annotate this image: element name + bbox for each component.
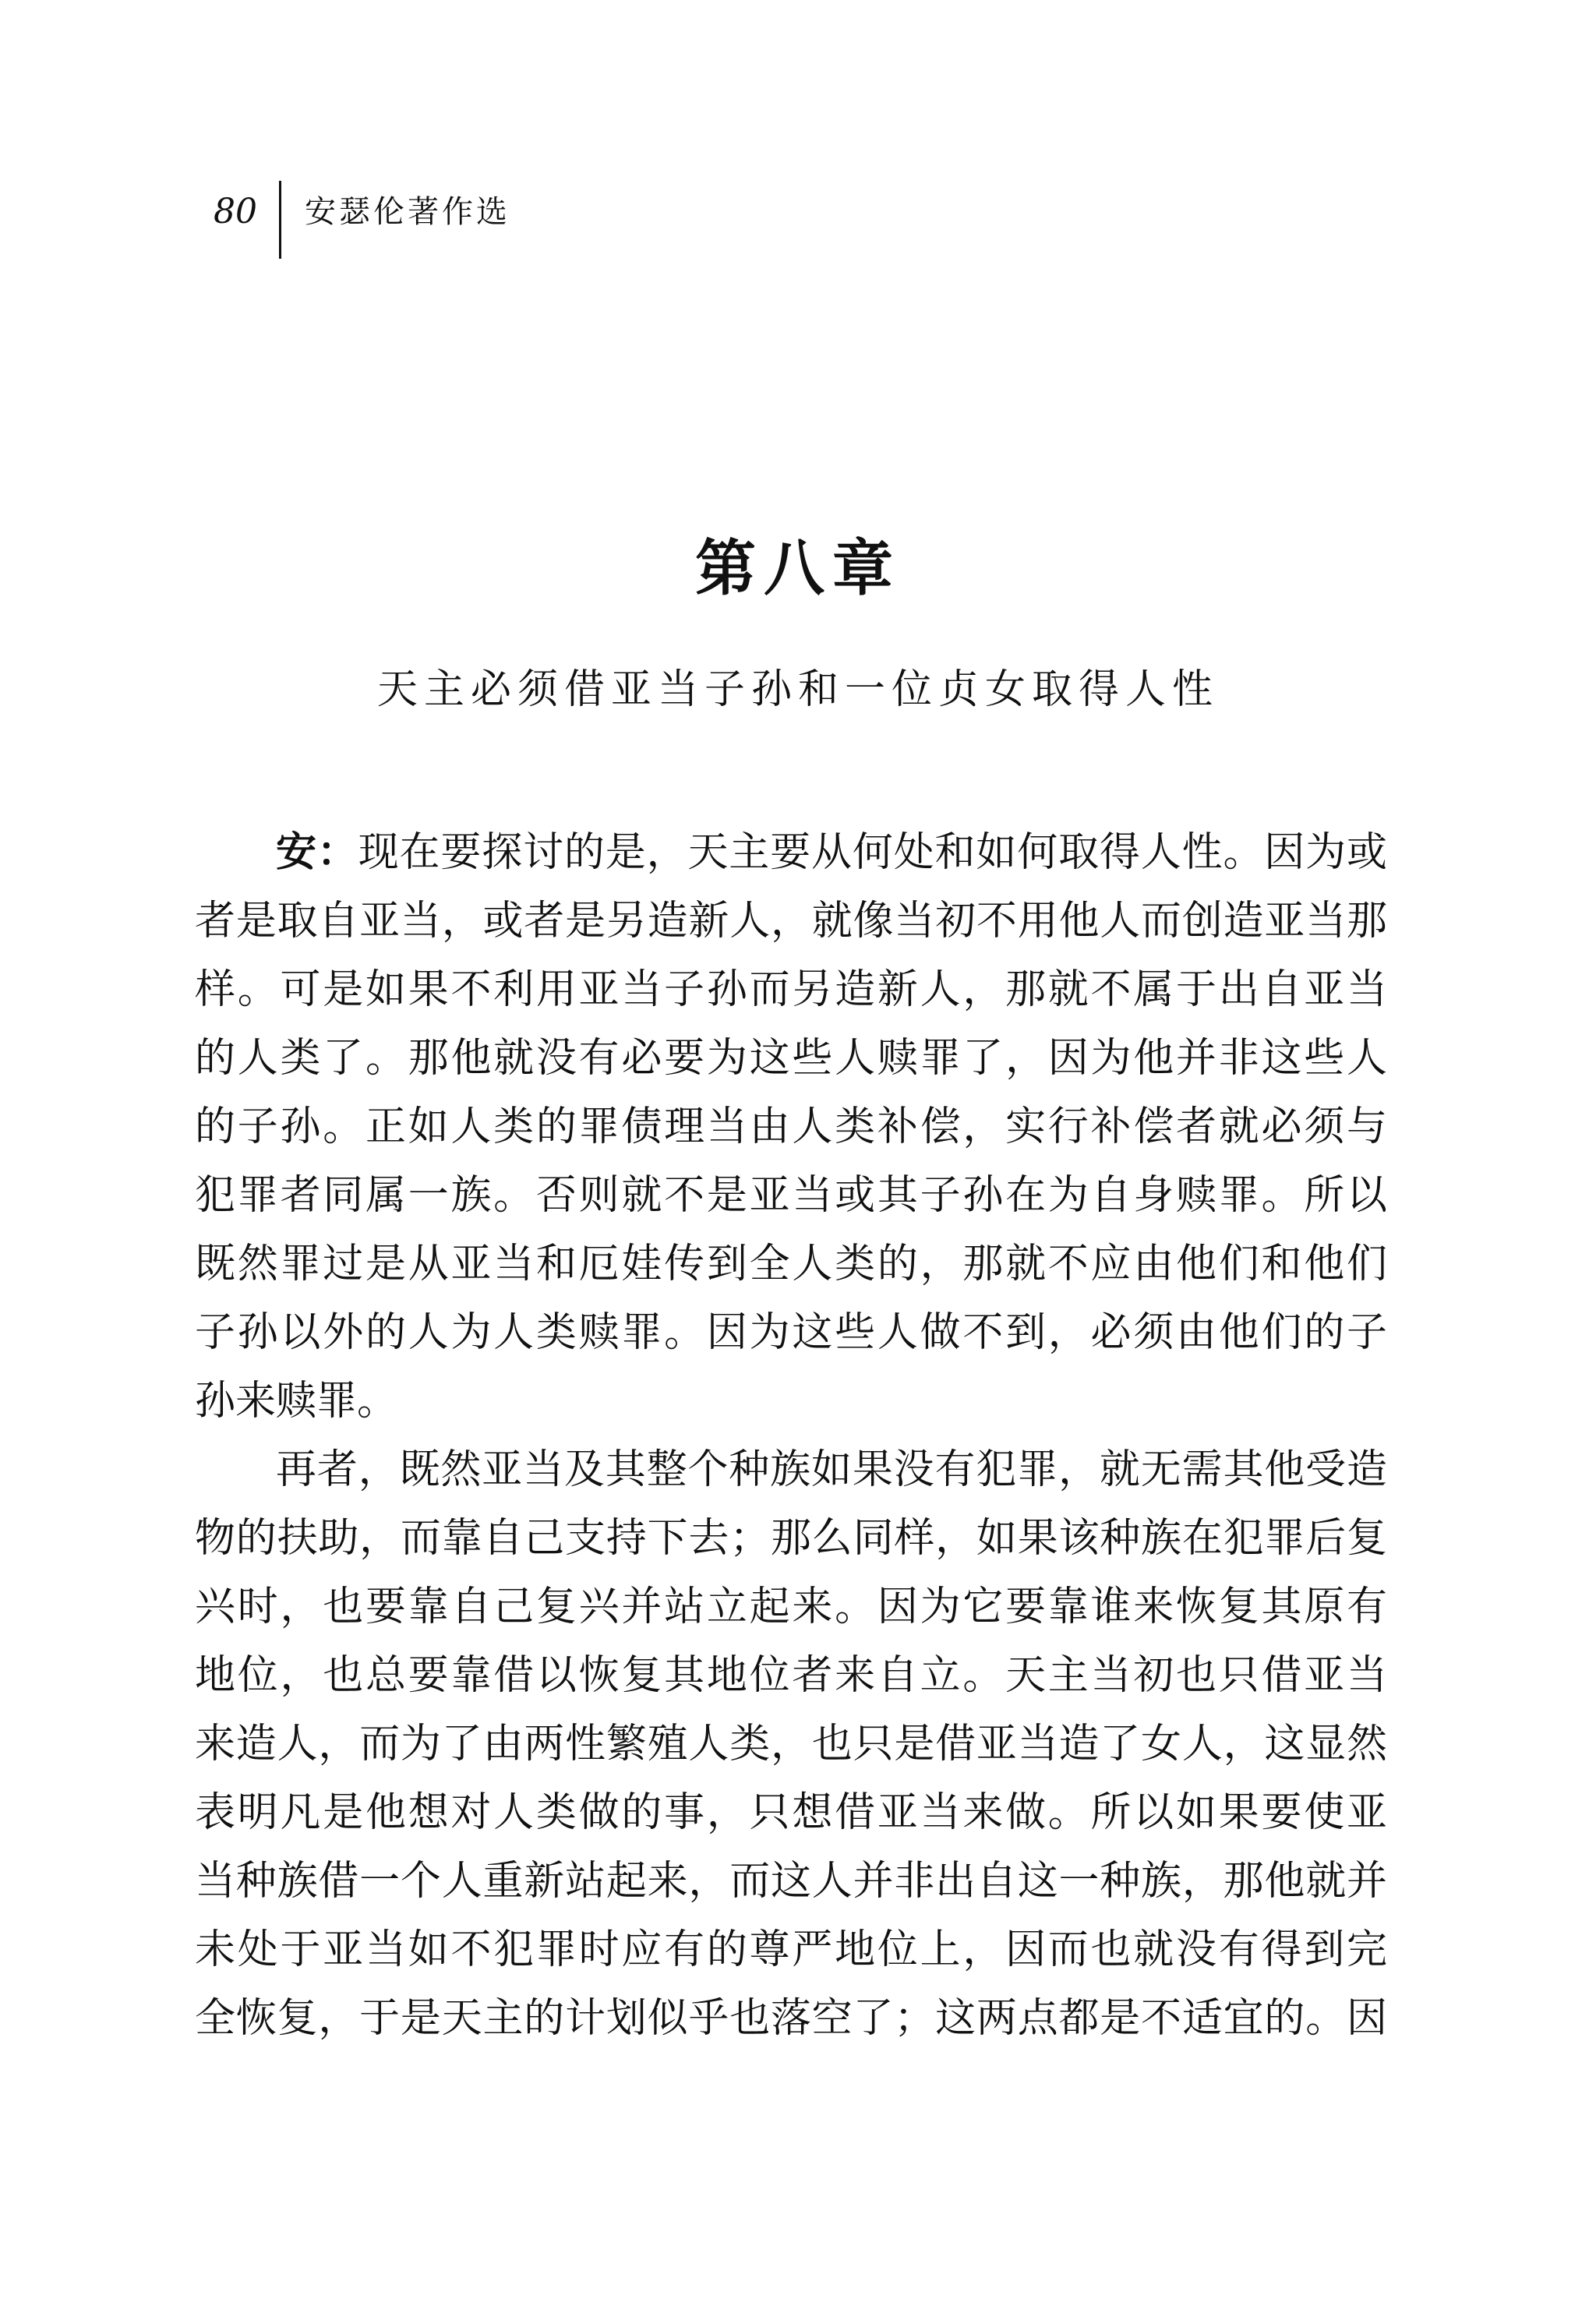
text-line: 孙来赎罪。 — [195, 1378, 398, 1425]
text-line: 来造人，而为了由两性繁殖人类，也只是借亚当造了女人，这显然 — [195, 1721, 1387, 1767]
text-line: 犯罪者同属一族。否则就不是亚当或其子孙在为自身赎罪。所以 — [195, 1172, 1387, 1219]
page-number: 80 — [214, 192, 257, 231]
speaker-label: 安： — [276, 829, 358, 876]
text-line: 样。可是如果不利用亚当子孙而另造新人，那就不属于出自亚当 — [195, 966, 1387, 1013]
text-line: 安：现在要探讨的是，天主要从何处和如何取得人性。因为或 — [276, 829, 1387, 876]
text-line: 兴时，也要靠自己复兴并站立起来。因为它要靠谁来恢复其原有 — [195, 1584, 1387, 1630]
chapter-number: 第八章 — [694, 534, 901, 604]
text-line: 既然罪过是从亚当和厄娃传到全人类的，那就不应由他们和他们 — [195, 1241, 1387, 1287]
text-line: 者是取自亚当，或者是另造新人，就像当初不用他人而创造亚当那 — [195, 898, 1387, 945]
header-divider — [279, 181, 281, 259]
text-line: 地位，也总要靠借以恢复其地位者来自立。天主当初也只借亚当 — [195, 1652, 1387, 1699]
running-book-title: 安瑟伦著作选 — [305, 194, 510, 230]
chapter-title: 天主必须借亚当子孙和一位贞女取得人性 — [376, 666, 1219, 713]
text-line: 当种族借一个人重新站起来，而这人并非出自这一种族，那他就并 — [195, 1858, 1387, 1905]
running-header — [210, 181, 510, 274]
text-line: 的子孙。正如人类的罪债理当由人类补偿，实行补偿者就必须与 — [195, 1104, 1387, 1150]
text-line: 的人类了。那他就没有必要为这些人赎罪了，因为他并非这些人 — [195, 1035, 1387, 1082]
text-line: 再者，既然亚当及其整个种族如果没有犯罪，就无需其他受造 — [276, 1446, 1387, 1493]
text-line: 全恢复，于是天主的计划似乎也落空了；这两点都是不适宜的。因 — [195, 1995, 1387, 2042]
body-text — [195, 818, 1387, 2053]
text-line: 子孙以外的人为人类赎罪。因为这些人做不到，必须由他们的子 — [195, 1309, 1387, 1356]
text-line: 表明凡是他想对人类做的事，只想借亚当来做。所以如果要使亚 — [195, 1789, 1387, 1836]
text-line: 未处于亚当如不犯罪时应有的尊严地位上，因而也就没有得到完 — [195, 1926, 1387, 1973]
text-line: 物的扶助，而靠自己支持下去；那么同样，如果该种族在犯罪后复 — [195, 1515, 1387, 1562]
